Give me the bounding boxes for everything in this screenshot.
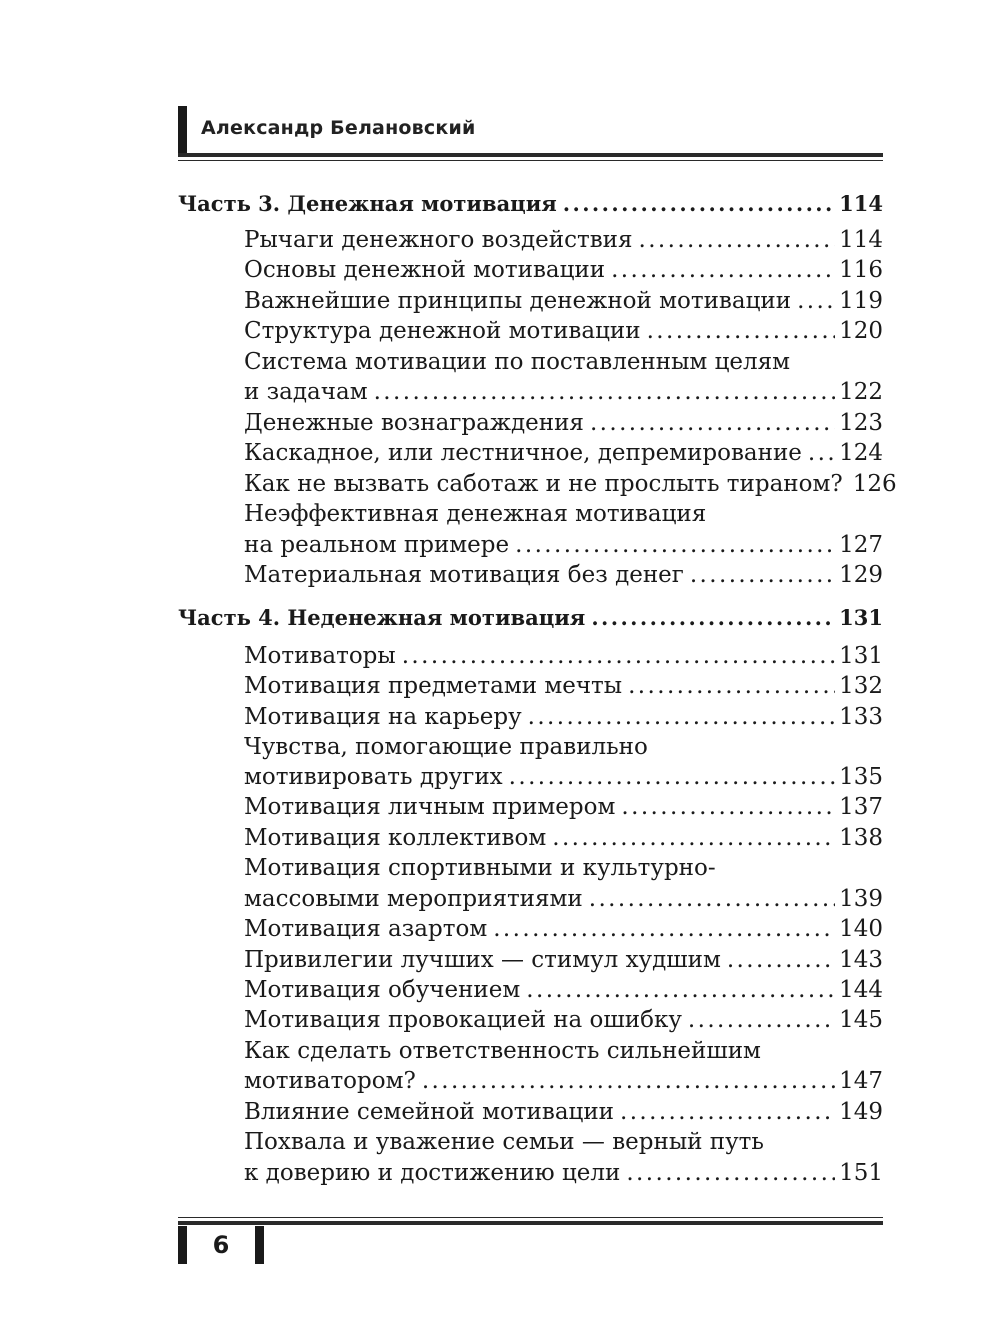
toc-entry-line1 — [244, 732, 883, 762]
toc-entry — [244, 823, 883, 853]
toc-leader-dots — [590, 408, 835, 438]
toc-entry-title: Привилегии лучших — стимул худшим — [244, 947, 721, 973]
toc-leader-dots — [515, 530, 835, 560]
toc-entry — [244, 884, 883, 914]
toc-entry-line1 — [244, 853, 883, 883]
toc-part-title: Часть 4. Неденежная мотивация — [178, 605, 586, 630]
toc-entry — [244, 530, 883, 560]
toc-leader-dots — [509, 762, 835, 792]
toc-leader-dots — [611, 255, 835, 285]
toc-entry — [244, 792, 883, 822]
toc-page-number: 139 — [839, 886, 883, 912]
toc-leader-dots — [493, 914, 835, 944]
toc-entry-title: Важнейшие принципы денежной мотивации — [244, 288, 792, 314]
toc-entry-line1 — [244, 499, 883, 529]
toc-entry — [244, 1005, 883, 1035]
toc-entry — [244, 225, 883, 255]
toc-leader-dots — [422, 1066, 835, 1096]
toc-entry-title: Мотивация спортивными и культурно- — [244, 855, 716, 881]
toc-page-number: 127 — [839, 532, 883, 558]
toc-page-number: 131 — [839, 643, 883, 669]
toc-entry — [244, 641, 883, 671]
toc-page-number: 122 — [839, 379, 883, 405]
toc-page-number: 123 — [839, 410, 883, 436]
toc-page-number: 140 — [839, 916, 883, 942]
footer-bar-right — [255, 1226, 264, 1264]
toc-entry-title: Мотивация предметами мечты — [244, 673, 623, 699]
toc-leader-dots — [620, 1097, 835, 1127]
toc-entry-title: Как не вызвать саботаж и не прослыть тираном? — [244, 471, 843, 497]
toc-entry-title: Система мотивации по поставленным целям — [244, 349, 791, 375]
toc-entry-title: массовыми мероприятиями — [244, 886, 583, 912]
toc-leader-dots — [797, 286, 835, 316]
toc-page-number: 116 — [839, 257, 883, 283]
toc-entry-line1 — [244, 1127, 883, 1157]
toc-page-number: 114 — [839, 227, 883, 253]
toc-entry — [244, 408, 883, 438]
toc-page-number: 151 — [839, 1160, 883, 1186]
toc-leader-dots — [808, 438, 835, 468]
toc-entry — [244, 438, 883, 468]
toc-entry — [244, 255, 883, 285]
toc-page-number: 143 — [839, 947, 883, 973]
toc-leader-dots — [402, 641, 835, 671]
toc-page-number: 124 — [839, 440, 883, 466]
toc-entry-title: и задачам — [244, 379, 368, 405]
toc-entry-title: Похвала и уважение семьи — верный путь — [244, 1129, 764, 1155]
toc-leader-dots — [621, 792, 835, 822]
toc-entry-title: Каскадное, или лестничное, депремирование — [244, 440, 802, 466]
toc-entry-title: Мотивация обучением — [244, 977, 521, 1003]
toc-leader-dots — [526, 975, 835, 1005]
toc-entry — [244, 975, 883, 1005]
toc-entry-title: Структура денежной мотивации — [244, 318, 641, 344]
toc-leader-dots — [589, 884, 835, 914]
toc-leader-dots — [591, 603, 835, 633]
toc-leader-dots — [626, 1158, 835, 1188]
toc-entry-title: Материальная мотивация без денег — [244, 562, 684, 588]
toc-entry-title: на реальном примере — [244, 532, 510, 558]
toc-leader-dots — [688, 1005, 835, 1035]
toc-leader-dots — [628, 671, 835, 701]
toc-entry-title: Как сделать ответственность сильнейшим — [244, 1038, 761, 1064]
toc-entry — [244, 1158, 883, 1188]
toc-page-number: 137 — [839, 794, 883, 820]
toc-entry-title: мотивировать других — [244, 764, 503, 790]
toc-entry-title: Чувства, помогающие правильно — [244, 734, 648, 760]
toc-entry — [244, 469, 897, 499]
toc-entry — [244, 316, 883, 346]
toc-leader-dots — [374, 377, 836, 407]
toc-part-title: Часть 3. Денежная мотивация — [178, 191, 557, 216]
toc-entry — [244, 702, 883, 732]
toc-entry-title: Мотивация на карьеру — [244, 704, 522, 730]
toc-entry — [244, 377, 883, 407]
toc-entry-title: Основы денежной мотивации — [244, 257, 606, 283]
toc-page-number: 144 — [839, 977, 883, 1003]
footer-rule-thick — [178, 1221, 883, 1225]
toc-entry-title: Мотивация коллективом — [244, 825, 547, 851]
toc-page-number: 133 — [839, 704, 883, 730]
toc-entry-title: Неэффективная денежная мотивация — [244, 501, 707, 527]
toc-entry — [244, 914, 883, 944]
toc-page-number: 138 — [839, 825, 883, 851]
toc-entry-title: Мотиваторы — [244, 643, 396, 669]
toc-part-heading — [178, 189, 883, 219]
toc-page-number: 126 — [852, 471, 897, 497]
header-rule-thin — [178, 160, 883, 161]
header-bar — [178, 106, 187, 156]
header-rule-thick — [178, 153, 883, 157]
toc-entry — [244, 560, 883, 590]
toc-page-number: 120 — [839, 318, 883, 344]
toc-entry — [244, 762, 883, 792]
toc-entry-line1 — [244, 1036, 883, 1066]
toc-entry-title: Денежные вознаграждения — [244, 410, 584, 436]
toc-page-number: 132 — [839, 673, 883, 699]
toc-page-number: 149 — [839, 1099, 883, 1125]
toc-page-number: 145 — [839, 1007, 883, 1033]
running-header-author: Александр Белановский — [201, 117, 476, 139]
toc-leader-dots — [638, 225, 835, 255]
toc-leader-dots — [727, 945, 835, 975]
toc-leader-dots — [552, 823, 835, 853]
toc-page-number: 147 — [839, 1068, 883, 1094]
toc-entry — [244, 286, 883, 316]
toc-page-number: 131 — [839, 605, 883, 630]
footer-bar-left — [178, 1226, 187, 1264]
toc-entry-title: мотиватором? — [244, 1068, 416, 1094]
toc-leader-dots — [528, 702, 835, 732]
toc-page-number: 135 — [839, 764, 883, 790]
toc-entry-title: Мотивация личным примером — [244, 794, 616, 820]
toc-page-number: 114 — [839, 191, 883, 216]
toc-entry-title: Влияние семейной мотивации — [244, 1099, 614, 1125]
footer-rule-thin — [178, 1217, 883, 1218]
toc-leader-dots — [690, 560, 835, 590]
toc-entry-title: Рычаги денежного воздействия — [244, 227, 633, 253]
toc-leader-dots — [563, 189, 835, 219]
toc-entry — [244, 671, 883, 701]
toc-entry — [244, 1066, 883, 1096]
toc-page-number: 119 — [839, 288, 883, 314]
toc-entry-title: к доверию и достижению цели — [244, 1160, 621, 1186]
page-number: 6 — [212, 1231, 230, 1259]
toc-page-number: 129 — [839, 562, 883, 588]
toc-entry — [244, 945, 883, 975]
toc-entry-title: Мотивация азартом — [244, 916, 488, 942]
toc-part-heading — [178, 603, 883, 633]
toc-leader-dots — [647, 316, 836, 346]
toc-entry — [244, 1097, 883, 1127]
toc-entry-line1 — [244, 347, 883, 377]
toc-entry-title: Мотивация провокацией на ошибку — [244, 1007, 682, 1033]
